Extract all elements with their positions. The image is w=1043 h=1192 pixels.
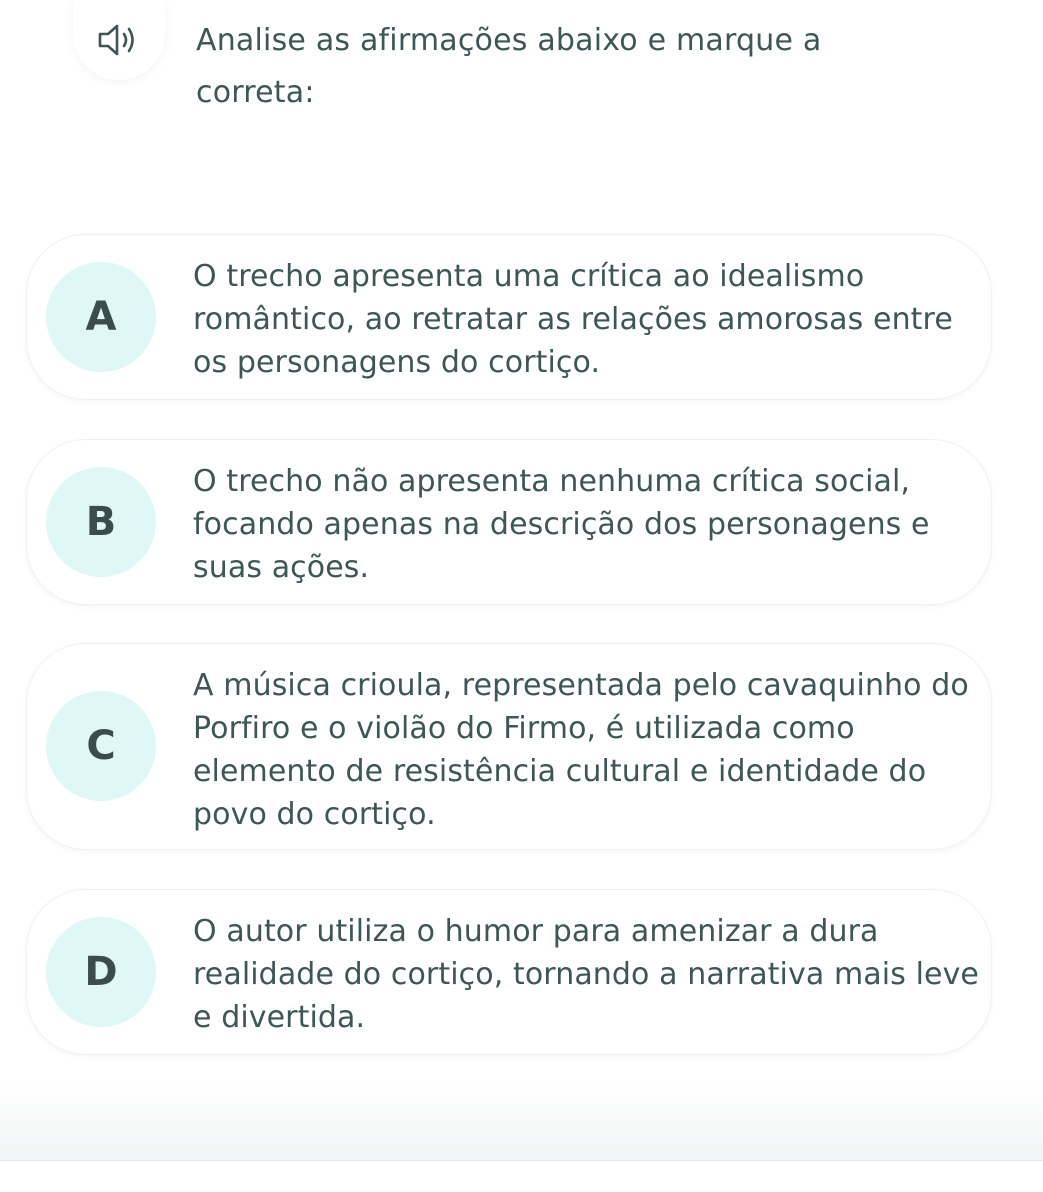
answer-option-d[interactable] bbox=[26, 889, 992, 1055]
option-text: A música crioula, representada pelo cavaquinho do Porfiro e o violão do Firmo, é utilizada como elemento de resistência cultural e identidade do povo do cortiço. bbox=[193, 668, 969, 832]
play-audio-button[interactable] bbox=[73, 0, 165, 80]
question-text: Analise as afirmações abaixo e marque a correta: bbox=[196, 23, 822, 110]
option-letter-badge: D bbox=[46, 917, 156, 1027]
answer-option-c[interactable] bbox=[26, 643, 992, 850]
option-letter-badge: C bbox=[46, 691, 156, 801]
option-letter-badge: A bbox=[46, 262, 156, 372]
bottom-edge bbox=[0, 1160, 1043, 1192]
option-text: O autor utiliza o humor para amenizar a dura realidade do cortiço, tornando a narrativa mais leve e divertida. bbox=[193, 914, 979, 1035]
answer-option-b[interactable] bbox=[26, 439, 992, 605]
bottom-bar bbox=[0, 1080, 1043, 1160]
option-text: O trecho não apresenta nenhuma crítica social, focando apenas na descrição dos personagens e suas ações. bbox=[193, 464, 930, 585]
option-text: O trecho apresenta uma crítica ao idealismo romântico, ao retratar as relações amorosas entre os personagens do cortiço. bbox=[193, 259, 953, 380]
option-letter-badge: B bbox=[46, 467, 156, 577]
speaker-icon bbox=[97, 22, 141, 58]
answer-option-a[interactable] bbox=[26, 234, 992, 400]
